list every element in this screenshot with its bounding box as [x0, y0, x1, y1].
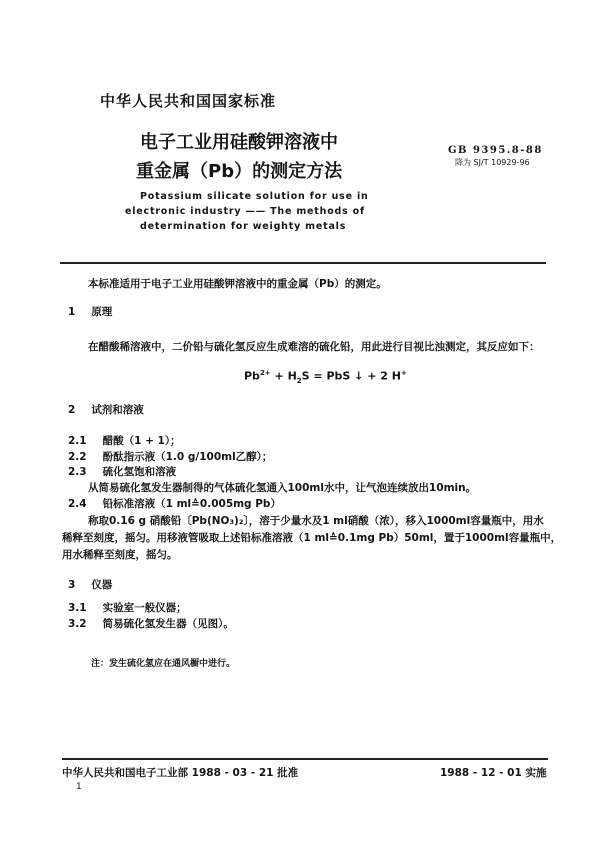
item-2-1: 2.1 醋酸（1 + 1）； [68, 435, 181, 447]
section-title: 仪器 [91, 579, 113, 591]
section-1-heading [68, 304, 112, 319]
standard-code: GB 9395.8-88 [448, 145, 543, 156]
title-line1: 电子工业用硅酸钾溶液中 [140, 132, 338, 153]
section-title: 试剂和溶液 [91, 404, 144, 416]
footer-rule [62, 758, 548, 760]
note: 注：发生硫化氢应在通风橱中进行。 [91, 659, 236, 669]
english-title-1: Potassium silicate solution for use in [140, 191, 369, 202]
reaction-equation: $Pb^{2+} + H_2S$ = PbS ↓ + 2 H+ [244, 369, 407, 385]
header-rule [60, 262, 546, 264]
english-title-3: determination for weighty metals [140, 221, 347, 232]
item-2-4-body-3: 用水稀释至刻度，摇匀。 [62, 549, 178, 561]
item-3-2: 3.2 简易硫化氢发生器（见图）。 [68, 618, 234, 630]
section-3-heading [68, 577, 112, 592]
section-num: 3 [68, 579, 76, 591]
effective-date: 1988 - 12 - 01 实施 [440, 767, 547, 779]
section-2-heading [68, 402, 144, 417]
principle-text: 在醋酸稀溶液中，二价铅与硫化氢反应生成难溶的硫化铅，用此进行目视比浊测定，其反应如下： [88, 341, 540, 353]
replaced-standard: 降为 SJ/T 10929-96 [455, 158, 530, 167]
item-2-2: 2.2 酚酞指示液（1.0 g/100ml乙醇）； [68, 451, 273, 463]
title-line2: 重金属（Pb）的测定方法 [136, 161, 343, 182]
item-2-3-body: 从简易硫化氢发生器制得的气体硫化氢通入100ml水中，让气泡连续放出10min。 [88, 482, 477, 494]
page-number: 1 [76, 782, 82, 792]
item-2-4-body-1: 称取0.16 g 硝酸铅〔Pb(NO₃)₂〕，溶于少量水及1 ml硝酸（浓），移入1000ml容量瓶中，用水 [88, 515, 544, 527]
item-3-1: 3.1 实验室一般仪器； [68, 602, 187, 614]
item-2-3: 2.3 硫化氢饱和溶液 [68, 466, 177, 478]
intro-text: 本标准适用于电子工业用硅酸钾溶液中的重金属（Pb）的测定。 [88, 278, 387, 290]
english-title-2: electronic industry —— The methods of [125, 206, 365, 217]
org-title: 中华人民共和国国家标准 [100, 92, 277, 110]
item-2-4-body-2: 稀释至刻度，摇匀。用移液管吸取上述铅标准溶液（1 ml≙0.1mg Pb）50ml，置于1000ml容量瓶中， [62, 532, 562, 544]
section-num: 1 [68, 306, 76, 318]
section-num: 2 [68, 404, 76, 416]
approval-date: 中华人民共和国电子工业部 1988 - 03 - 21 批准 [62, 767, 299, 779]
section-title: 原理 [91, 306, 113, 318]
item-2-4: 2.4 铅标准溶液（1 ml≙0.005mg Pb） [68, 498, 281, 510]
